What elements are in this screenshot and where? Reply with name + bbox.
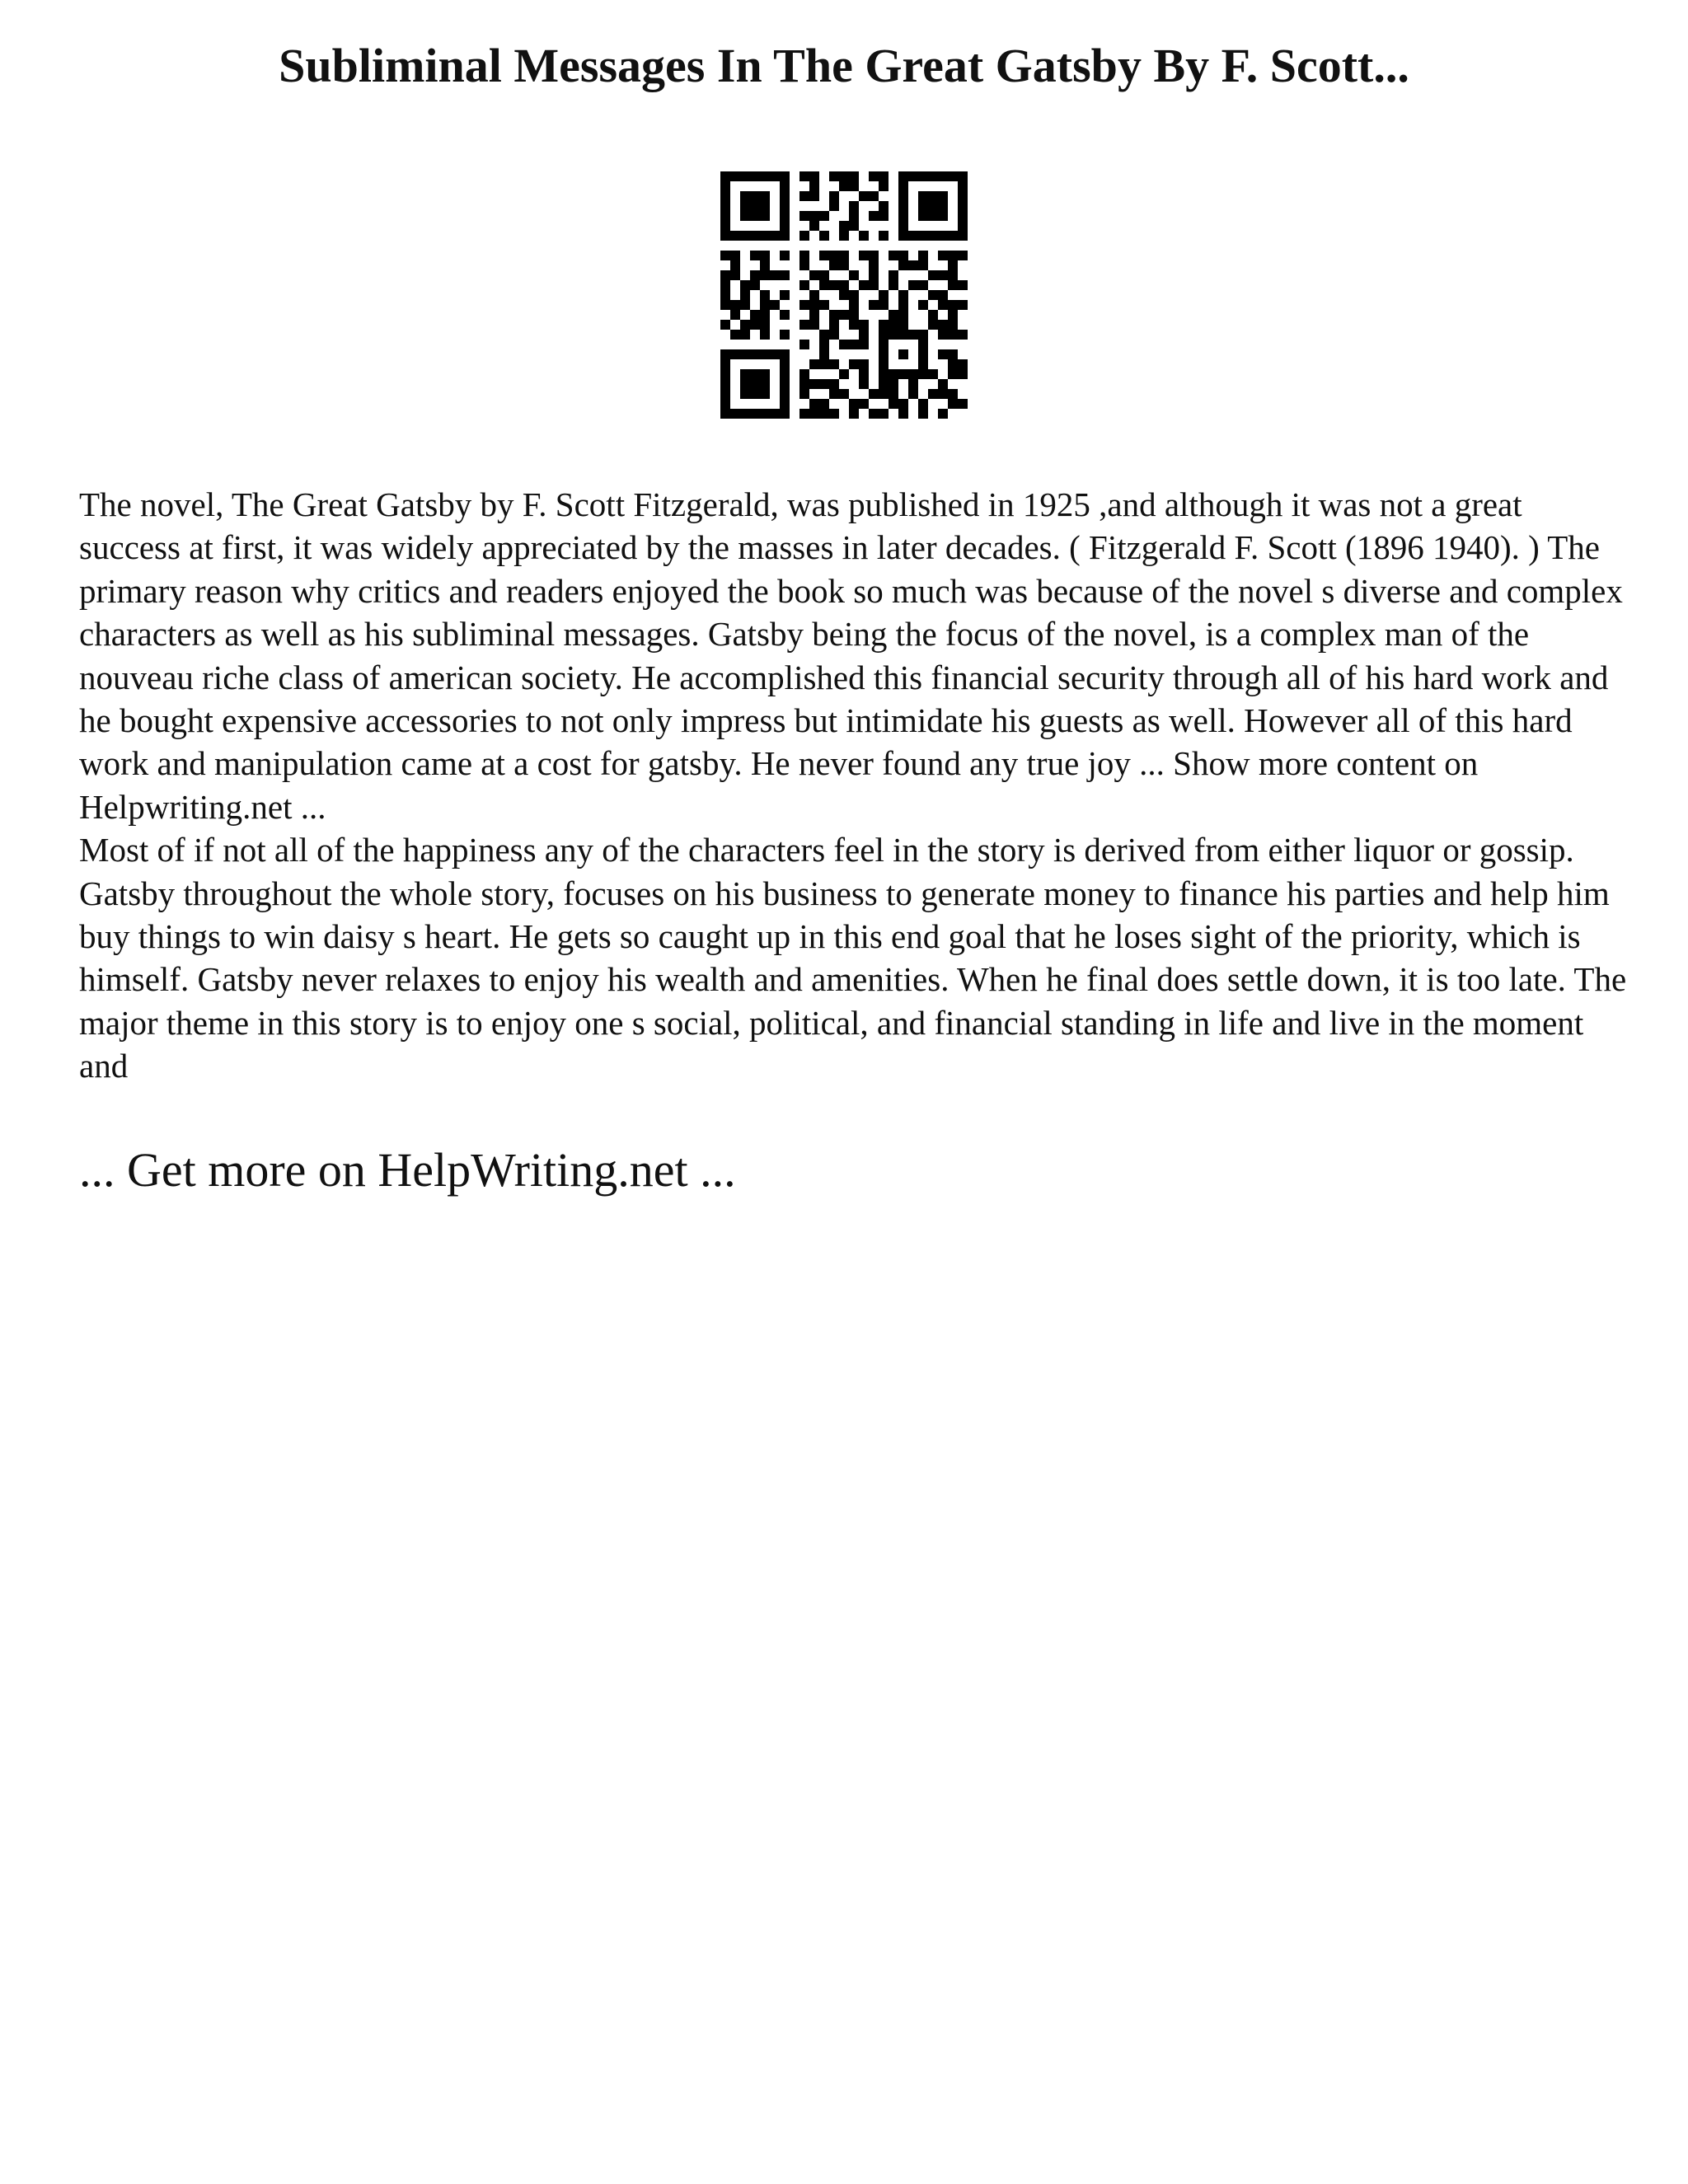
essay-body [79,483,1629,1088]
get-more-link[interactable]: ... Get more on HelpWriting.net ... [79,1143,736,1197]
essay-paragraph: The novel, The Great Gatsby by F. Scott Fitzgerald, was published in 1925 ,and although it was not a great success at first, it was widely appreciated by the masses in later decades. ( Fitzgerald F. Scott (1896 1940). ) The primary reason why critics and readers enjoyed the book so much was because of the novel s diverse and complex characters as well as his subliminal messages. Gatsby being the focus of the novel, is a complex man of the nouveau riche class of american society. He accomplished this financial security through all of his hard work and he bought expensive accessories to not only impress but intimidate his guests as well. However all of this hard work and manipulation came at a cost for gatsby. He never found any true joy ... Show more content on Helpwriting.net ... [79,485,1623,826]
essay-paragraph: Most of if not all of the happiness any of the characters feel in the story is derived from either liquor or gossip. Gatsby throughout the whole story, focuses on his business to generate money to finance his parties and help him buy things to win daisy s heart. He gets so caught up in this end goal that he loses sight of the priority, which is himself. Gatsby never relaxes to enjoy his wealth and amenities. When he final does settle down, it is too late. The major theme in this story is to enjoy one s social, political, and financial standing in life and live in the moment and [79,831,1627,1085]
qr-code-icon [720,171,968,419]
page-title: Subliminal Messages In The Great Gatsby By F. Scott... [279,39,1409,92]
